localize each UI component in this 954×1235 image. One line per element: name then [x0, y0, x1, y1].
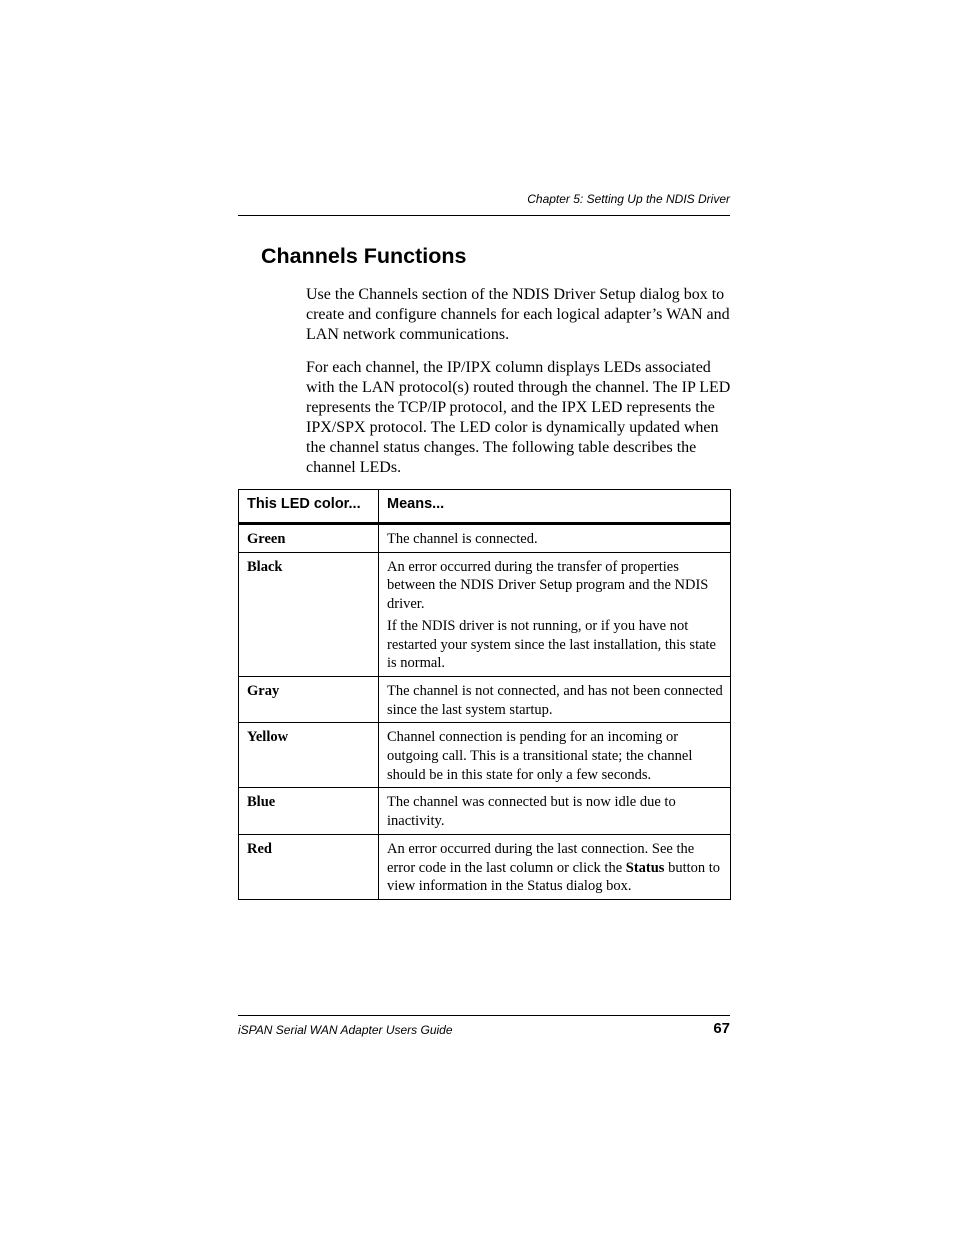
footer-rule — [238, 1015, 730, 1016]
table-header-row — [239, 490, 731, 524]
table-row — [239, 552, 731, 676]
table-row — [239, 834, 731, 899]
meaning-text: The channel was connected but is now idle due to inactivity. — [387, 794, 676, 830]
status-button-reference: Status — [625, 859, 665, 876]
page-number: 67 — [713, 1020, 730, 1037]
led-description-paragraph: For each channel, the IP/IPX column displays LEDs associated with the LAN protocol(s) routed through the channel. The IP LED represents the TCP/IP protocol, and the IPX LED represents the IPX/SPX protocol. The LED color is dynamically updated when the channel status changes. The following table describes the channel LEDs. — [306, 359, 731, 477]
table-row — [239, 788, 731, 834]
led-meaning-red — [379, 834, 731, 899]
led-color-blue: Blue — [239, 788, 379, 834]
meaning-text: An error occurred during the transfer of properties between the NDIS Driver Setup program and the NDIS driver. — [387, 558, 709, 613]
led-color-yellow: Yellow — [239, 723, 379, 788]
led-color-gray: Gray — [239, 676, 379, 722]
meaning-text-after: button to view information in the Status dialog box. — [387, 859, 721, 895]
led-meaning-green — [379, 524, 731, 553]
led-color-red: Red — [239, 834, 379, 899]
led-meaning-blue — [379, 788, 731, 834]
meaning-text: The channel is connected. — [387, 531, 538, 547]
column-header-led-color: This LED color... — [239, 490, 379, 524]
led-meaning-gray — [379, 676, 731, 722]
column-header-means: Means... — [379, 490, 731, 524]
section-title: Channels Functions — [261, 244, 467, 268]
led-meaning-black — [379, 552, 731, 676]
meaning-text — [387, 840, 724, 896]
intro-paragraph: Use the Channels section of the NDIS Driver Setup dialog box to create and configure channels for each logical adapter’s WAN and LAN network communications. — [306, 286, 730, 344]
led-color-black: Black — [239, 552, 379, 676]
running-head: Chapter 5: Setting Up the NDIS Driver — [527, 192, 730, 206]
table-row — [239, 676, 731, 722]
meaning-text: If the NDIS driver is not running, or if you have not restarted your system since the last installation, this state is normal. — [387, 617, 716, 672]
table-row — [239, 524, 731, 553]
table-row — [239, 723, 731, 788]
led-meaning-yellow — [379, 723, 731, 788]
meaning-text-before: An error occurred during the last connection. See the error code in the last column or click the — [387, 840, 695, 876]
led-color-green: Green — [239, 524, 379, 553]
meaning-text: Channel connection is pending for an incoming or outgoing call. This is a transitional state; the channel should be in this state for only a few seconds. — [387, 729, 693, 783]
header-rule — [238, 215, 730, 216]
meaning-text: The channel is not connected, and has not been connected since the last system startup. — [387, 682, 723, 718]
footer-book-title: iSPAN Serial WAN Adapter Users Guide — [238, 1023, 453, 1037]
led-color-table — [238, 489, 731, 900]
